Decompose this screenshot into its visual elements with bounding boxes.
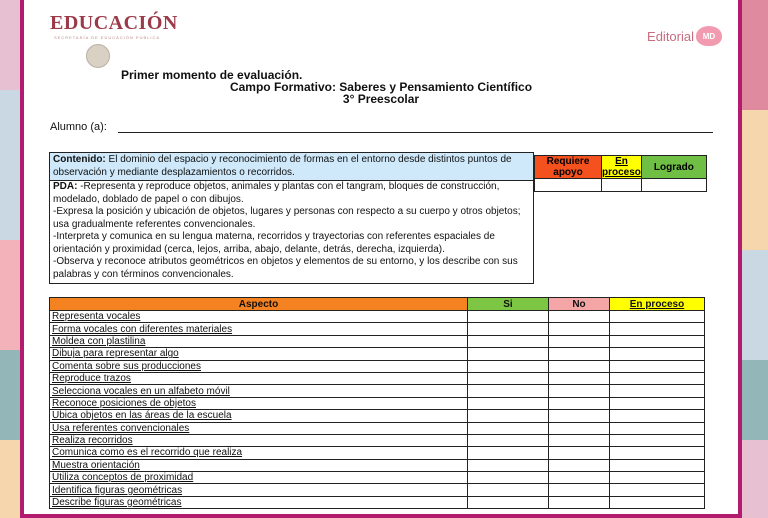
si-cell[interactable] — [468, 335, 549, 347]
si-cell[interactable] — [468, 459, 549, 471]
en-proceso-cell[interactable] — [610, 397, 705, 409]
table-row — [50, 335, 705, 347]
table-row — [50, 348, 705, 360]
no-cell[interactable] — [549, 410, 610, 422]
table-row — [50, 434, 705, 446]
table-row — [50, 484, 705, 496]
aspect-label: Comunica como es el recorrido que realiza — [50, 447, 468, 459]
status-cell-logrado[interactable] — [641, 179, 706, 192]
status-header-requiere-apoyo: Requiere apoyo — [535, 156, 602, 179]
editorial-text: Editorial — [647, 28, 694, 44]
pda-line — [53, 181, 530, 206]
sep-logo-subtitle: SECRETARÍA DE EDUCACIÓN PÚBLICA — [54, 35, 161, 40]
si-cell[interactable] — [468, 422, 549, 434]
bg-tile — [742, 360, 768, 440]
no-cell[interactable] — [549, 472, 610, 484]
en-proceso-cell[interactable] — [610, 410, 705, 422]
no-cell[interactable] — [549, 335, 610, 347]
contenido-section — [50, 153, 533, 181]
col-en-proceso: En proceso — [610, 298, 705, 311]
en-proceso-cell[interactable] — [610, 472, 705, 484]
status-header-logrado: Logrado — [641, 156, 706, 179]
bg-tile — [742, 110, 768, 250]
table-row — [50, 311, 705, 323]
aspect-label: Muestra orientación — [50, 459, 468, 471]
en-proceso-cell[interactable] — [610, 360, 705, 372]
aspect-label: Reconoce posiciones de objetos — [50, 397, 468, 409]
table-row — [50, 422, 705, 434]
no-cell[interactable] — [549, 385, 610, 397]
table-row — [50, 372, 705, 384]
table-row — [50, 385, 705, 397]
bg-tile — [0, 0, 20, 90]
aspect-label: Moldea con plastilina — [50, 335, 468, 347]
aspect-label: Reproduce trazos — [50, 372, 468, 384]
en-proceso-cell[interactable] — [610, 311, 705, 323]
si-cell[interactable] — [468, 410, 549, 422]
en-proceso-cell[interactable] — [610, 484, 705, 496]
no-cell[interactable] — [549, 484, 610, 496]
si-cell[interactable] — [468, 311, 549, 323]
status-cell-requiere-apoyo[interactable] — [535, 179, 602, 192]
en-proceso-cell[interactable] — [610, 459, 705, 471]
si-cell[interactable] — [468, 484, 549, 496]
si-cell[interactable] — [468, 447, 549, 459]
pda-section — [50, 181, 533, 283]
no-cell[interactable] — [549, 323, 610, 335]
aspect-label: Selecciona vocales en un alfabeto móvil — [50, 385, 468, 397]
si-cell[interactable] — [468, 348, 549, 360]
table-row — [50, 323, 705, 335]
content-box — [49, 152, 534, 284]
no-cell[interactable] — [549, 459, 610, 471]
en-proceso-cell[interactable] — [610, 372, 705, 384]
no-cell[interactable] — [549, 496, 610, 508]
aspect-label: Identifica figuras geométricas — [50, 484, 468, 496]
si-cell[interactable] — [468, 385, 549, 397]
table-row — [50, 410, 705, 422]
aspect-label: Forma vocales con diferentes materiales — [50, 323, 468, 335]
no-cell[interactable] — [549, 434, 610, 446]
en-proceso-cell[interactable] — [610, 496, 705, 508]
document-page — [20, 0, 742, 518]
en-proceso-cell[interactable] — [610, 447, 705, 459]
aspect-label: Ubica objetos en las áreas de la escuela — [50, 410, 468, 422]
aspect-table-body — [50, 311, 705, 509]
title-grade: 3° Preescolar — [342, 92, 420, 106]
aspect-label: Describe figuras geométricas — [50, 496, 468, 508]
aspect-label: Dibuja para representar algo — [50, 348, 468, 360]
contenido-text: El dominio del espacio y reconocimiento de formas en el entorno desde distintos puntos de observación y mediante desplazamientos o recorridos. — [53, 154, 512, 178]
bg-tile — [742, 440, 768, 518]
contenido-label: Contenido: — [53, 154, 106, 165]
bg-tile — [0, 90, 20, 240]
bg-tile — [0, 350, 20, 440]
col-si: Si — [468, 298, 549, 311]
pda-label: PDA: — [53, 181, 78, 192]
table-row — [50, 472, 705, 484]
aspect-label: Usa referentes convencionales — [50, 422, 468, 434]
status-header-en-proceso: En proceso — [602, 156, 641, 178]
table-row — [50, 360, 705, 372]
pda-line: -Interpreta y comunica en su lengua materna, recorridos y trayectorias con referentes espaciales de orientación y proximidad (cerca, lejos, arriba, abajo, delante, detrás, derecha, izquierda). — [53, 231, 495, 255]
si-cell[interactable] — [468, 496, 549, 508]
col-aspecto: Aspecto — [50, 298, 468, 311]
table-row — [50, 447, 705, 459]
en-proceso-cell[interactable] — [610, 385, 705, 397]
editorial-md-icon: MD — [696, 26, 722, 46]
en-proceso-cell[interactable] — [610, 348, 705, 360]
title-formative-field: Campo Formativo: Saberes y Pensamiento Científico — [229, 80, 533, 94]
en-proceso-cell[interactable] — [610, 422, 705, 434]
no-cell[interactable] — [549, 372, 610, 384]
pda-text: -Representa y reproduce objetos, animales y plantas con el tangram, bloques de construcción, modelado, doblado de papel o con dibujos. — [53, 181, 500, 205]
no-cell[interactable] — [549, 311, 610, 323]
student-label: Alumno (a): — [50, 121, 107, 133]
table-row — [50, 459, 705, 471]
si-cell[interactable] — [468, 360, 549, 372]
table-row — [50, 496, 705, 508]
table-row — [50, 397, 705, 409]
no-cell[interactable] — [549, 447, 610, 459]
si-cell[interactable] — [468, 372, 549, 384]
aspect-label: Comenta sobre sus producciones — [50, 360, 468, 372]
national-seal-icon — [86, 44, 110, 68]
si-cell[interactable] — [468, 323, 549, 335]
aspect-table — [49, 297, 705, 509]
en-proceso-cell[interactable] — [610, 335, 705, 347]
editorial-logo — [647, 26, 722, 46]
bg-tile — [0, 440, 20, 518]
aspect-label: Realiza recorridos — [50, 434, 468, 446]
sep-logo: EDUCACIÓN — [50, 12, 178, 34]
pda-line: -Observa y reconoce atributos geométricos en objetos y elementos de su entorno, y los describe con sus palabras y con términos convencionales. — [53, 256, 518, 280]
no-cell[interactable] — [549, 348, 610, 360]
pda-line: -Expresa la posición y ubicación de objetos, lugares y personas con respecto a su cuerpo y otros objetos; usa gradualmente referentes convencionales. — [53, 206, 521, 230]
bg-tile — [742, 0, 768, 110]
aspect-label: Representa vocales — [50, 311, 468, 323]
title-evaluation-moment: Primer momento de evaluación. — [121, 68, 303, 82]
en-proceso-cell[interactable] — [610, 323, 705, 335]
status-table — [534, 155, 707, 192]
bg-tile — [742, 250, 768, 360]
no-cell[interactable] — [549, 397, 610, 409]
si-cell[interactable] — [468, 472, 549, 484]
no-cell[interactable] — [549, 360, 610, 372]
col-no: No — [549, 298, 610, 311]
bg-tile — [0, 240, 20, 350]
si-cell[interactable] — [468, 397, 549, 409]
aspect-label: Utiliza conceptos de proximidad — [50, 472, 468, 484]
si-cell[interactable] — [468, 434, 549, 446]
en-proceso-cell[interactable] — [610, 434, 705, 446]
no-cell[interactable] — [549, 422, 610, 434]
status-cell-en-proceso[interactable] — [602, 179, 642, 192]
student-name-field[interactable] — [118, 132, 713, 133]
